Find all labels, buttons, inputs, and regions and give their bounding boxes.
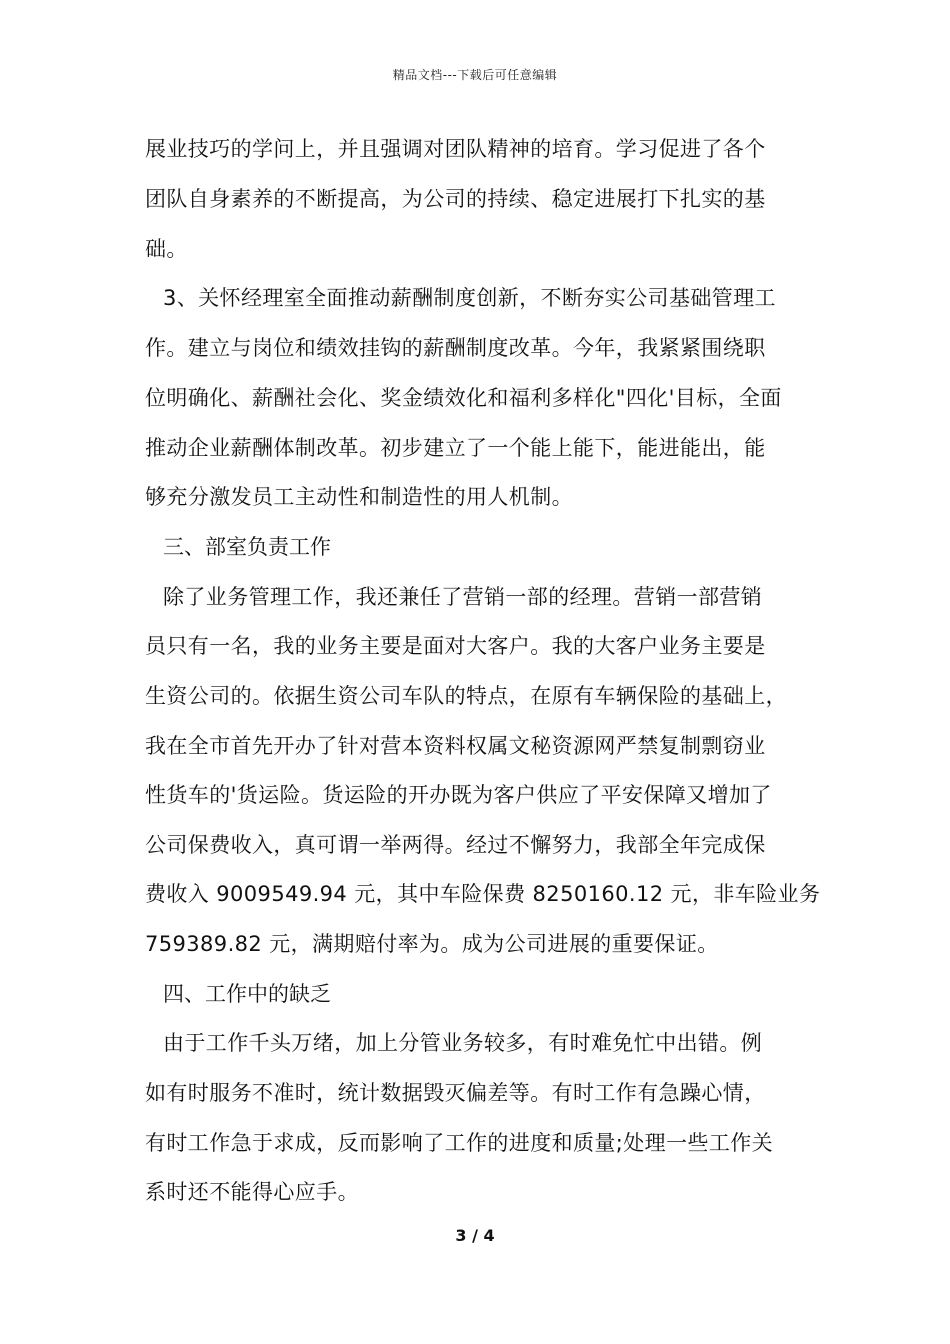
- paragraph-line: 性货车的'货运险。货运险的开办既为客户供应了平安保障又增加了: [145, 783, 772, 807]
- section-heading: 四、工作中的缺乏: [163, 982, 331, 1006]
- paragraph-line: 础。: [145, 237, 188, 261]
- paragraph-line: 生资公司的。依据生资公司车队的特点，在原有车辆保险的基础上，: [145, 684, 787, 708]
- paragraph-line: 够充分激发员工主动性和制造性的用人机制。: [145, 485, 573, 509]
- paragraph-line: 如有时服务不准时，统计数据毁灭偏差等。有时工作有急躁心情，: [145, 1081, 766, 1105]
- page-number: 3 / 4: [455, 1226, 495, 1245]
- paragraph-line: 759389.82 元，满期赔付率为。成为公司进展的重要保证。: [145, 932, 719, 956]
- paragraph-line: 有时工作急于求成，反而影响了工作的进度和质量;处理一些工作关: [145, 1131, 774, 1155]
- paragraph-line: 员只有一名，我的业务主要是面对大客户。我的大客户业务主要是: [145, 634, 766, 658]
- paragraph-line: 作。建立与岗位和绩效挂钩的薪酬制度改革。今年，我紧紧围绕职: [145, 336, 766, 360]
- paragraph-line: 由于工作千头万绪，加上分管业务较多，有时难免忙中出错。例: [163, 1031, 763, 1055]
- page-header: 精品文档---下载后可任意编辑: [392, 68, 558, 82]
- paragraph-line: 位明确化、薪酬社会化、奖金绩效化和福利多样化"四化'目标，全面: [145, 386, 782, 410]
- paragraph-line: 费收入 9009549.94 元，其中车险保费 8250160.12 元，非车险业务: [145, 882, 821, 906]
- paragraph-line: 展业技巧的学问上，并且强调对团队精神的培育。学习促进了各个: [145, 137, 766, 161]
- paragraph-line: 团队自身素养的不断提高，为公司的持续、稳定进展打下扎实的基: [145, 187, 766, 211]
- paragraph-line: 我在全市首先开办了针对营本资料权属文秘资源网严禁复制剽窃业: [145, 734, 766, 758]
- paragraph-line: 推动企业薪酬体制改革。初步建立了一个能上能下，能进能出，能: [145, 436, 766, 460]
- paragraph-line: 除了业务管理工作，我还兼任了营销一部的经理。营销一部营销: [163, 585, 763, 609]
- paragraph-line: 系时还不能得心应手。: [145, 1180, 359, 1204]
- section-heading: 三、部室负责工作: [163, 535, 331, 559]
- paragraph-line: 3、关怀经理室全面推动薪酬制度创新，不断夯实公司基础管理工: [163, 286, 776, 310]
- paragraph-line: 公司保费收入，真可谓一举两得。经过不懈努力，我部全年完成保: [145, 833, 766, 857]
